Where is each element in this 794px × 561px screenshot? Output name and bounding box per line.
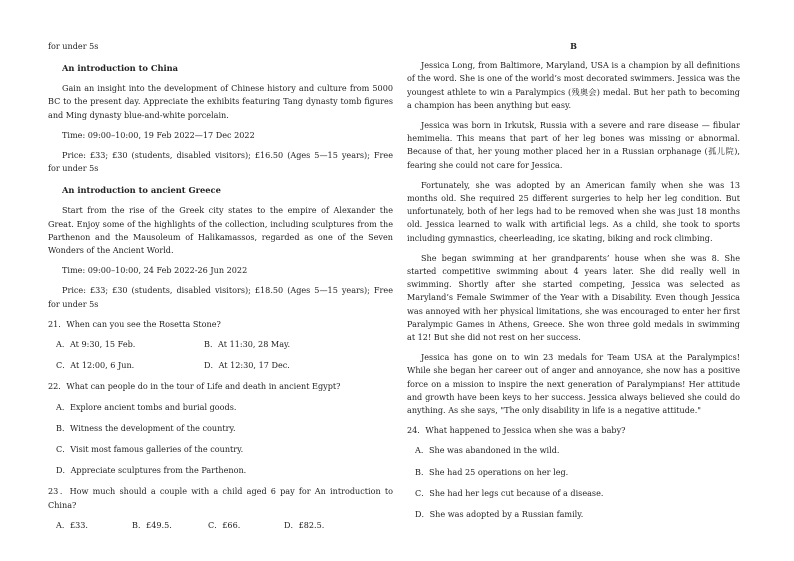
- question-21: 21．When can you see the Rosetta Stone?: [48, 318, 221, 329]
- q24-option-c: C．She had her legs cut because of a disease.: [415, 487, 604, 498]
- q22-option-c: C．Visit most famous galleries of the country.: [56, 444, 244, 455]
- q21-options-row-2: [56, 359, 393, 372]
- passage-paragraph-4: She began swimming at her grandparents’ house when she was 8. She started competitive swimming about 4 years later. She did really well in swimming. Shortly after she started competing, Jessica was selected as Maryland’s Female Swimmer of the Year with a Disability. Even though Jessica was annoyed with her physical limitations, she was encouraged to enter her first Paralympic Games in Athens, Greece. She won three gold medals in swimming at 12! But she did not rest on her success.: [407, 252, 740, 343]
- left-column: [48, 40, 393, 539]
- q21-options-row-1: [56, 338, 393, 351]
- question-22: 22．What can people do in the tour of Life and death in ancient Egypt?: [48, 381, 341, 392]
- q24-option-a: A．She was abandoned in the wild.: [415, 445, 560, 456]
- top-line: for under 5s: [48, 41, 99, 51]
- china-time: Time: 09:00–10:00, 19 Feb 2022—17 Dec 2022: [62, 129, 255, 140]
- china-description: Gain an insight into the development of Chinese history and culture from 5000 BC to the present day. Appreciate the exhibits featuring Tang dynasty tomb figures and Ming dynasty blue-and-white porcelain.: [48, 83, 393, 120]
- q23-option-c: C．£66.: [208, 519, 241, 530]
- q21-option-a: A．At 9:30, 15 Feb.: [56, 339, 136, 350]
- greece-time: Time: 09:00–10:00, 24 Feb 2022-26 Jun 2022: [62, 265, 248, 276]
- q23-option-a: A．£33.: [56, 519, 88, 530]
- passage-paragraph-1: Jessica Long, from Baltimore, Maryland, USA is a champion by all definitions of the word. She is one of the world’s most decorated swimmers. Jessica was the youngest athlete to win a Paralympics (残奥会) medal. But her path to becoming a champion has been anything but easy.: [407, 60, 740, 110]
- q24-option-d: D．She was adopted by a Russian family.: [415, 509, 584, 520]
- greece-description: Start from the rise of the Greek city states to the empire of Alexander the Great. Enjoy some of the highlights of the collection, including sculptures from the Parthenon and the Mausoleum of Halikamassos, regarded as one of the Seven Wonders of the Ancient World.: [48, 205, 393, 256]
- q21-option-d: D．At 12:30, 17 Dec.: [204, 360, 290, 371]
- section-label: B: [570, 41, 577, 51]
- q22-option-b: B．Witness the development of the country.: [56, 422, 236, 433]
- passage-paragraph-2: Jessica was born in Irkutsk, Russia with a severe and rare disease — fibular hemimelia. This means that part of her leg bones was missing or abnormal. Because of that, her young mother placed her in a Russian orphanage (孤儿院), fearing she could not care for Jessica.: [407, 120, 740, 170]
- q21-option-c: C．At 12:00, 6 Jun.: [56, 360, 135, 371]
- q23-options: [56, 519, 393, 532]
- greece-heading: An introduction to ancient Greece: [62, 185, 221, 196]
- right-column: [407, 40, 740, 529]
- passage-paragraph-5: Jessica has gone on to win 23 medals for Team USA at the Paralympics! While she began her career out of anger and annoyance, she now has a positive force on a mission to inspire the next generation of Paralympians! Her attitude and growth have been keys to her success. Jessica always believed she could do anything. As she says, "The only disability in life is a negative attitude.": [407, 352, 740, 416]
- passage-paragraph-3: Fortunately, she was adopted by an American family when she was 13 months old. She required 25 different surgeries to help her leg condition. But unfortunately, both of her legs had to be removed when she was just 18 months old. Jessica learned to walk with artificial legs. As a child, she took to sports including gymnastics, cheerleading, ice skating, biking and rock climbing.: [407, 179, 740, 243]
- q21-option-b: B．At 11:30, 28 May.: [204, 339, 291, 350]
- question-24: 24．What happened to Jessica when she was a baby?: [407, 425, 626, 436]
- q24-option-b: B．She had 25 operations on her leg.: [415, 466, 569, 477]
- q23-option-d: D．£82.5.: [284, 519, 325, 530]
- china-heading: An introduction to China: [62, 63, 179, 74]
- china-price: Price: £33; £30 (students, disabled visitors); £16.50 (Ages 5—15 years); Free for under 5s: [48, 150, 393, 174]
- q22-option-d: D．Appreciate sculptures from the Parthenon.: [56, 465, 247, 476]
- question-23: 23．How much should a couple with a child aged 6 pay for An introduction to China?: [48, 486, 393, 510]
- q22-option-a: A．Explore ancient tombs and burial goods.: [56, 401, 237, 412]
- q23-option-b: B．£49.5.: [132, 519, 172, 530]
- greece-price: Price: £33; £30 (students, disabled visitors); £18.50 (Ages 5—15 years); Free for under 5s: [48, 285, 393, 309]
